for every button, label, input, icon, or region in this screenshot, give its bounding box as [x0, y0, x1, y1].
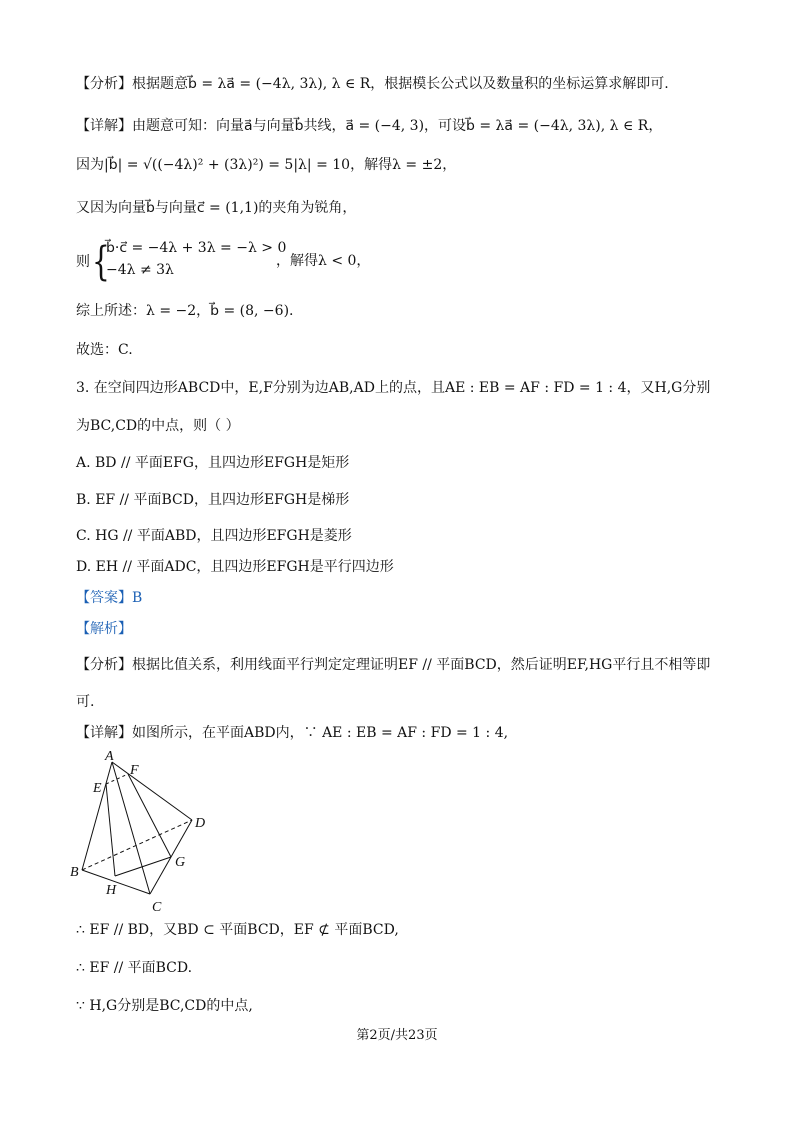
label-b: B — [70, 865, 79, 880]
choice-line: 故选：C. — [76, 342, 133, 358]
inequality-system — [76, 240, 436, 286]
label-a: A — [105, 749, 114, 764]
page-footer: 第2页/共23页 — [356, 1028, 438, 1043]
tetrahedron-figure — [68, 748, 218, 922]
edge-ef-hidden — [106, 774, 128, 784]
analysis-line-1: 【分析】根据题意b⃗ = λa⃗ = (−4λ, 3λ), λ ∈ R，根据模长公式以及数量积的坐标运算求解即可. — [76, 76, 669, 92]
detail-q3-line: 【详解】如图所示，在平面ABD内，∵ AE : EB = AF : FD = 1 : 4, — [76, 725, 509, 741]
system-eq-1: b⃗·c⃗ = −4λ + 3λ = −λ > 0 — [106, 240, 287, 256]
brace-symbol: { — [92, 239, 110, 285]
detail-line-3: 又因为向量b⃗与向量c⃗ = (1,1)的夹角为锐角， — [76, 200, 357, 216]
summary-line: 综上所述：λ = −2，b⃗ = (8, −6). — [76, 303, 294, 319]
label-d: D — [195, 816, 206, 831]
tetrahedron-svg — [68, 748, 218, 918]
label-e: E — [93, 781, 102, 796]
option-b: B. EF // 平面BCD，且四边形EFGH是梯形 — [76, 492, 350, 508]
proof-line-3: ∵ H,G分别是BC,CD的中点, — [76, 998, 253, 1014]
system-prefix: 则 — [76, 254, 90, 270]
explanation-label: 【解析】 — [76, 621, 132, 637]
detail-line-1: 【详解】由题意可知：向量a⃗与向量b⃗共线，a⃗ = (−4, 3)，可设b⃗ = λa⃗ = (−4λ, 3λ), λ ∈ R， — [76, 118, 663, 134]
system-eq-2: −4λ ≠ 3λ — [106, 262, 174, 278]
option-c: C. HG // 平面ABD，且四边形EFGH是菱形 — [76, 528, 352, 544]
analysis-q3-line-1: 【分析】根据比值关系，利用线面平行判定定理证明EF // 平面BCD，然后证明EF,HG平行且不相等即 — [76, 657, 711, 673]
edge-fg — [128, 774, 171, 857]
label-h: H — [106, 883, 117, 898]
label-c: C — [152, 900, 162, 915]
edge-ad — [112, 762, 192, 820]
proof-line-1: ∴ EF // BD，又BD ⊂ 平面BCD，EF ⊄ 平面BCD, — [76, 922, 399, 938]
question-3-line-2: 为BC,CD的中点，则（ ） — [76, 418, 240, 434]
detail-line-2: 因为|b⃗| = √((−4λ)² + (3λ)²) = 5|λ| = 10，解得λ = ±2， — [76, 157, 457, 173]
edge-eh — [106, 784, 115, 876]
label-f: F — [130, 763, 139, 778]
edge-ac — [112, 762, 150, 894]
option-d: D. EH // 平面ADC，且四边形EFGH是平行四边形 — [76, 559, 394, 575]
edge-ab — [82, 762, 112, 870]
analysis-q3-line-2: 可. — [76, 694, 95, 710]
system-result: ，解得λ < 0， — [276, 253, 371, 269]
option-a: A. BD // 平面EFG，且四边形EFGH是矩形 — [76, 455, 350, 471]
proof-line-2: ∴ EF // 平面BCD. — [76, 960, 193, 976]
answer-label: 【答案】B — [76, 590, 143, 606]
edge-hg — [115, 857, 171, 876]
question-3-line-1: 3. 在空间四边形ABCD中，E,F分别为边AB,AD上的点，且AE : EB = AF : FD = 1 : 4，又H,G分别 — [76, 380, 711, 396]
label-g: G — [175, 855, 186, 870]
